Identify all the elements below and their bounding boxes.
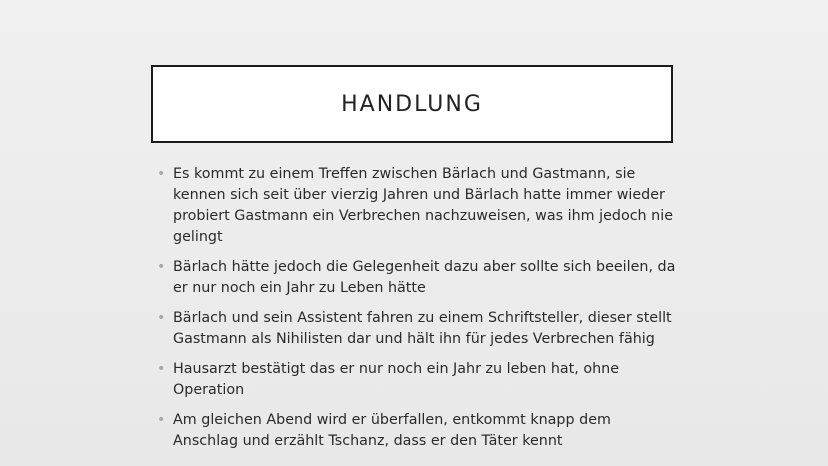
bullet-text: Hausarzt bestätigt das er nur noch ein Jahr zu leben hat, ohne Operation [173,361,620,398]
bullet-list [157,164,677,461]
bullet-dot-icon: • [157,412,166,428]
bullet-item [157,359,677,401]
bullet-text: Bärlach und sein Assistent fahren zu einem Schriftsteller, dieser stellt Gastmann als Nihilisten dar und hält ihn für jedes Verbrechen fähig [173,310,672,347]
slide-title: HANDLUNG [341,91,483,117]
bullet-dot-icon: • [157,166,166,182]
bullet-item [157,257,677,299]
bullet-dot-icon: • [157,310,166,326]
bullet-item [157,308,677,350]
bullet-text: Es kommt zu einem Treffen zwischen Bärlach und Gastmann, sie kennen sich seit über vierzig Jahren und Bärlach hatte immer wieder probiert Gastmann ein Verbrechen nachzuweisen, was ihm jedoch nie gelingt [173,166,673,245]
title-box [151,65,673,143]
bullet-dot-icon: • [157,259,166,275]
bullet-text: Bärlach hätte jedoch die Gelegenheit dazu aber sollte sich beeilen, da er nur noch ein Jahr zu Leben hätte [173,259,676,296]
bullet-text: Am gleichen Abend wird er überfallen, entkommt knapp dem Anschlag und erzählt Tschanz, dass er den Täter kennt [173,412,611,449]
bullet-item [157,164,677,248]
bullet-dot-icon: • [157,361,166,377]
bullet-item [157,410,677,452]
